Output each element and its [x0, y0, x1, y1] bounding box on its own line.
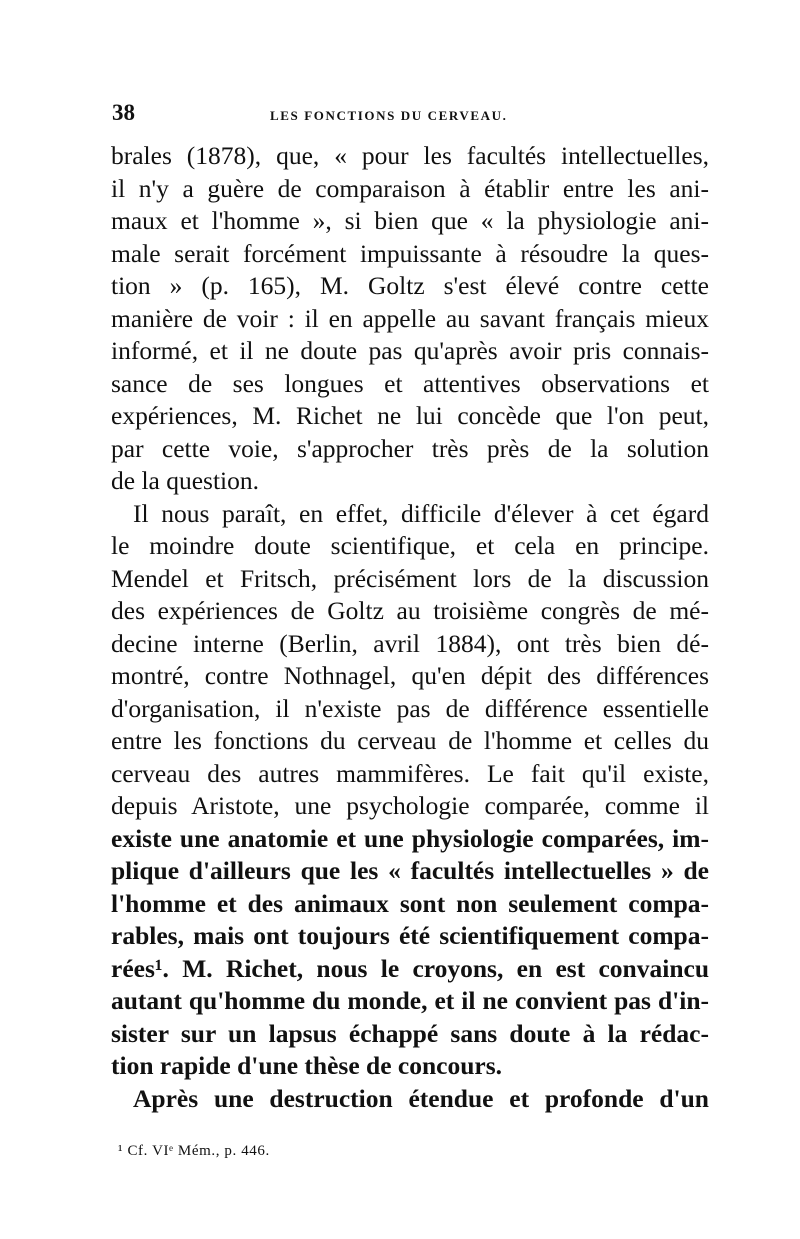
- text-line: le moindre doute scientifique, et cela en principe.: [111, 531, 709, 560]
- text-line: montré, contre Nothnagel, qu'en dépit des différences: [111, 661, 709, 690]
- page-number: 38: [112, 100, 135, 125]
- text-line: tion » (p. 165), M. Goltz s'est élevé contre cette: [111, 271, 709, 300]
- text-line: decine interne (Berlin, avril 1884), ont très bien dé-: [111, 628, 709, 658]
- page-header: [112, 100, 712, 130]
- text-line: expériences, M. Richet ne lui concède que l'on peut,: [111, 401, 709, 430]
- text-line: des expériences de Goltz au troisième congrès de mé-: [111, 596, 709, 625]
- text-line: plique d'ailleurs que les « facultés intellectuelles » de: [111, 856, 709, 885]
- text-line: sister sur un lapsus échappé sans doute à la rédac-: [111, 1018, 709, 1048]
- text-line: entre les fonctions du cerveau de l'homme et celles du: [111, 726, 709, 755]
- running-head: LES FONCTIONS DU CERVEAU.: [270, 108, 508, 123]
- text-line: Après une destruction étendue et profonde d'un: [133, 1083, 709, 1113]
- body-text: [111, 140, 709, 1115]
- text-line: brales (1878), que, « pour les facultés intellectuelles,: [111, 141, 709, 170]
- text-line: informé, et il ne doute pas qu'après avoir pris connais-: [111, 336, 709, 365]
- text-line: par cette voie, s'approcher très près de la solution: [111, 433, 709, 463]
- text-line: tion rapide d'une thèse de concours.: [111, 1051, 503, 1080]
- text-line: depuis Aristote, une psychologie comparée, comme il: [111, 791, 709, 820]
- text-line: autant qu'homme du monde, et il ne convient pas d'in-: [111, 986, 709, 1015]
- text-line: cerveau des autres mammifères. Le fait qu'il existe,: [111, 758, 709, 788]
- text-line: rables, mais ont toujours été scientifiquement compa-: [111, 921, 709, 950]
- text-line: l'homme et des animaux sont non seulement compa-: [111, 888, 709, 918]
- text-line: Il nous paraît, en effet, difficile d'élever à cet égard: [133, 498, 709, 528]
- text-line: male serait forcément impuissante à résoudre la ques-: [111, 238, 709, 268]
- footnote: ¹ Cf. VIᵉ Mém., p. 446.: [118, 1143, 270, 1159]
- text-line: sance de ses longues et attentives observations et: [111, 368, 709, 398]
- text-line: existe une anatomie et une physiologie comparées, im-: [111, 823, 709, 853]
- text-line: rées¹. M. Richet, nous le croyons, en est convaincu: [111, 953, 709, 983]
- text-line: maux et l'homme », si bien que « la physiologie ani-: [111, 206, 709, 235]
- text-line: manière de voir : il en appelle au savant français mieux: [111, 303, 709, 333]
- text-line: Mendel et Fritsch, précisément lors de la discussion: [111, 563, 709, 593]
- text-line: il n'y a guère de comparaison à établir entre les ani-: [111, 173, 709, 203]
- text-line: d'organisation, il n'existe pas de différence essentielle: [111, 693, 709, 723]
- text-line: de la question.: [111, 466, 260, 495]
